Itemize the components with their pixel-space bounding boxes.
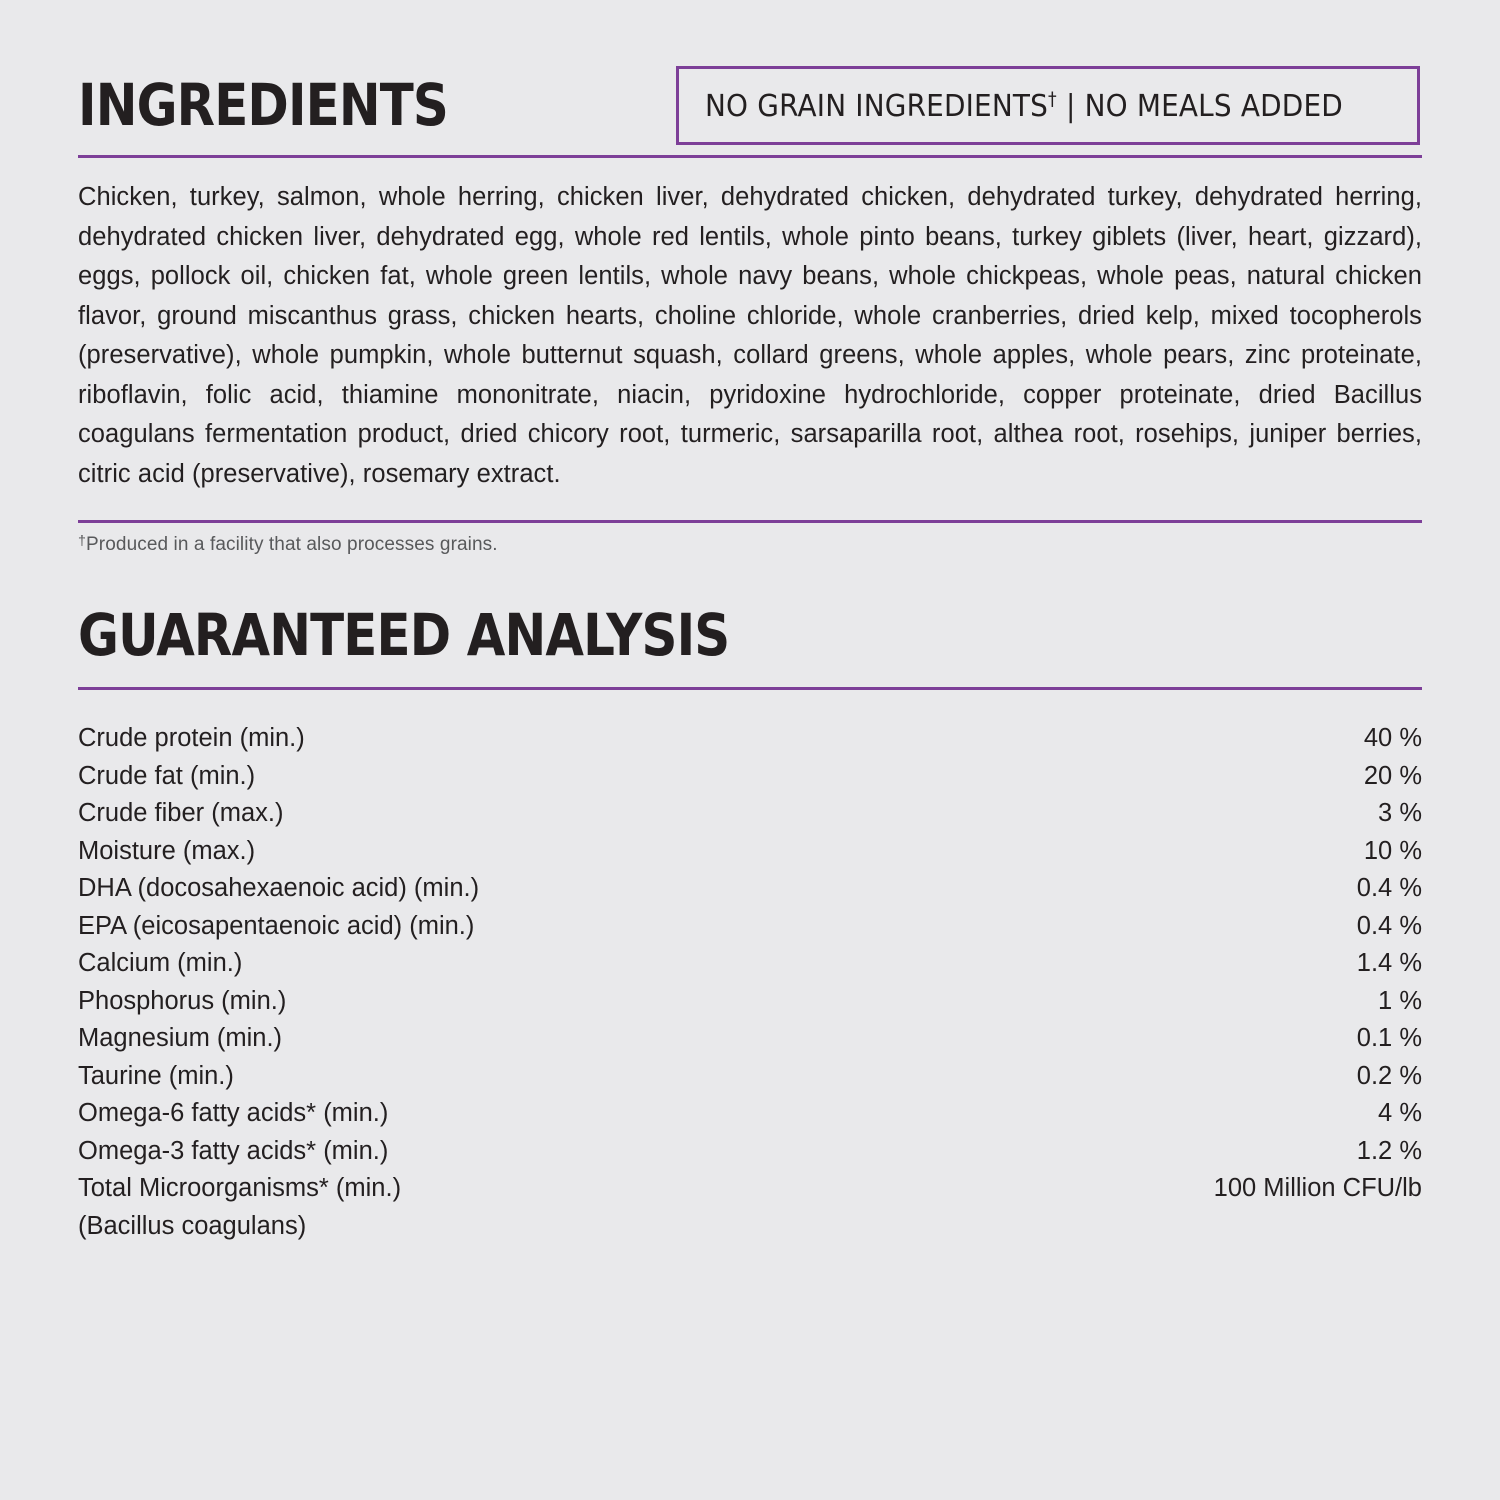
ingredients-heading: INGREDIENTS bbox=[78, 71, 449, 139]
table-row bbox=[78, 1133, 1422, 1171]
analysis-label: Total Microorganisms* (min.) bbox=[78, 1174, 402, 1202]
guaranteed-analysis-table bbox=[78, 720, 1422, 1245]
table-row bbox=[78, 1208, 1422, 1246]
table-row bbox=[78, 720, 1422, 758]
analysis-value: 0.2 % bbox=[1356, 1061, 1422, 1090]
divider-under-guaranteed-analysis-heading bbox=[78, 687, 1422, 690]
divider-under-ingredients-heading bbox=[78, 155, 1422, 158]
table-row bbox=[78, 795, 1422, 833]
analysis-label: Moisture (max.) bbox=[78, 836, 256, 865]
table-row bbox=[78, 1020, 1422, 1058]
analysis-label: Crude fat (min.) bbox=[78, 761, 256, 790]
analysis-value: 3 % bbox=[1378, 799, 1422, 827]
analysis-label: DHA (docosahexaenoic acid) (min.) bbox=[78, 874, 480, 902]
analysis-value: 1 % bbox=[1378, 986, 1422, 1015]
analysis-value: 100 Million CFU/lb bbox=[1213, 1174, 1422, 1202]
analysis-label: (Bacillus coagulans) bbox=[78, 1211, 307, 1240]
divider-above-footnote bbox=[78, 520, 1422, 523]
table-row bbox=[78, 945, 1422, 983]
analysis-label: Crude fiber (max.) bbox=[78, 799, 284, 827]
analysis-label: Calcium (min.) bbox=[78, 949, 243, 977]
analysis-value: 20 % bbox=[1363, 761, 1422, 790]
analysis-value: 10 % bbox=[1363, 836, 1422, 865]
analysis-value: 1.2 % bbox=[1356, 1136, 1422, 1165]
table-row bbox=[78, 1058, 1422, 1096]
no-grain-badge-label: NO GRAIN INGREDIENTS† | NO MEALS ADDED bbox=[705, 89, 1343, 124]
table-row bbox=[78, 870, 1422, 908]
table-row bbox=[78, 983, 1422, 1021]
analysis-label: Taurine (min.) bbox=[78, 1061, 234, 1090]
analysis-value: 0.1 % bbox=[1356, 1024, 1422, 1052]
guaranteed-analysis-heading: GUARANTEED ANALYSIS bbox=[78, 601, 730, 669]
analysis-label: Phosphorus (min.) bbox=[78, 986, 287, 1015]
analysis-label: Crude protein (min.) bbox=[78, 724, 305, 752]
ingredients-header bbox=[78, 72, 1422, 145]
table-row bbox=[78, 908, 1422, 946]
table-row bbox=[78, 1095, 1422, 1133]
ingredients-body: Chicken, turkey, salmon, whole herring, chicken liver, dehydrated chicken, dehydrated turkey, dehydrated herring, dehydrated chicken liver, dehydrated egg, whole red lentils, whole pinto beans, turkey giblets (liver, heart, gizzard), eggs, pollock oil, chicken fat, whole green lentils, whole navy beans, whole chickpeas, whole peas, natural chicken flavor, ground miscanthus grass, chicken hearts, choline chloride, whole cranberries, dried kelp, mixed tocopherols (preservative), whole pumpkin, whole butternut squash, collard greens, whole apples, whole pears, zinc proteinate, riboflavin, folic acid, thiamine mononitrate, niacin, pyridoxine hydrochloride, copper proteinate, dried Bacillus coagulans fermentation product, dried chicory root, turmeric, sarsaparilla root, althea root, rosehips, juniper berries, citric acid (preservative), rosemary extract. bbox=[78, 183, 1422, 488]
analysis-value: 4 % bbox=[1378, 1099, 1422, 1127]
table-row bbox=[78, 833, 1422, 871]
ingredients-footnote: †Produced in a facility that also processes grains. bbox=[78, 533, 498, 555]
analysis-label: EPA (eicosapentaenoic acid) (min.) bbox=[78, 911, 475, 940]
analysis-label: Omega-6 fatty acids* (min.) bbox=[78, 1099, 389, 1127]
analysis-value bbox=[963, 1208, 1422, 1246]
analysis-label: Magnesium (min.) bbox=[78, 1024, 283, 1052]
table-row bbox=[78, 1170, 1422, 1208]
no-grain-badge bbox=[676, 66, 1420, 145]
analysis-value: 0.4 % bbox=[1356, 874, 1422, 902]
table-row bbox=[78, 758, 1422, 796]
guaranteed-analysis-rows bbox=[78, 720, 1422, 1245]
analysis-label: Omega-3 fatty acids* (min.) bbox=[78, 1136, 389, 1165]
analysis-value: 40 % bbox=[1363, 724, 1422, 752]
analysis-value: 1.4 % bbox=[1356, 949, 1422, 977]
analysis-value: 0.4 % bbox=[1356, 911, 1422, 940]
